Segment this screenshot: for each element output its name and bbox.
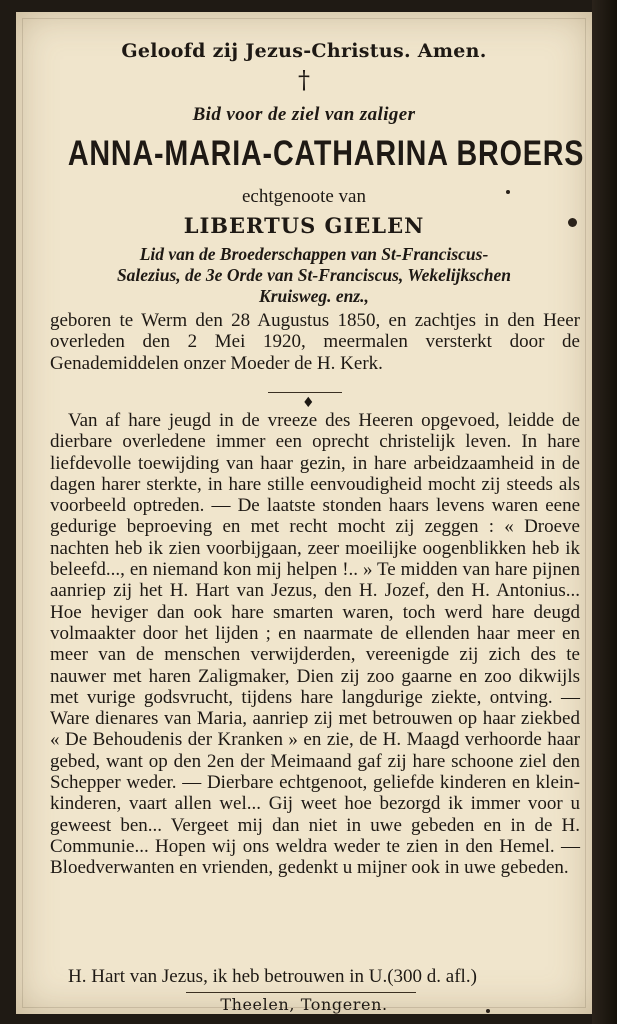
membership-line-1: Lid van de Broederschappen van St-Franciscus- bbox=[139, 244, 489, 264]
spouse-name: LIBERTUS GIELEN bbox=[183, 213, 425, 238]
bottom-rule bbox=[186, 992, 416, 993]
closing-prayer: H. Hart van Jezus, ik heb betrouwen in U.(300 d. afl.) bbox=[68, 966, 477, 987]
ink-speck bbox=[506, 190, 510, 194]
spouse-intro: echtgenoote van bbox=[242, 186, 366, 207]
printer-imprint: Theelen, Tongeren. bbox=[220, 995, 388, 1014]
membership-line-3: Kruisweg. enz., bbox=[259, 286, 369, 306]
memorial-card bbox=[16, 12, 592, 1014]
divider bbox=[268, 392, 342, 393]
deceased-name: ANNA-MARIA-CATHARINA BROERS bbox=[67, 134, 585, 173]
ink-speck bbox=[486, 1009, 490, 1013]
divider-ornament-icon: ♦ bbox=[302, 395, 315, 411]
heading: Geloofd zij Jezus-Christus. Amen. bbox=[121, 40, 487, 62]
birth-death-paragraph: geboren te Werm den 28 Augustus 1850, en zachtjes in den Heer overleden den 2 Mei 1920, meermalen versterkt door de Genademiddelen onzer Moeder de H. Kerk. bbox=[50, 310, 580, 374]
cross-icon: † bbox=[298, 66, 310, 94]
membership-line-2: Salezius, de 3e Orde van St-Franciscus, Wekelijkschen bbox=[116, 265, 512, 285]
prayer-line: Bid voor de ziel van zaliger bbox=[192, 104, 416, 125]
body-paragraph: Van af hare jeugd in de vreeze des Heeren opgevoed, leidde de dierbare overledene immer een oprecht christelijk leven. In hare liefdevolle toewijding van haar gezin, in hare arbeidzaamheid in de dagen harer sterkte, in hare stille eenvoudigheid mocht zij steeds als voorbeeld optreden. — De laatste stonden haars levens waren eene gedurige beproeving en met recht mocht zij zeggen : « Droeve nachten heb ik zien voorbijgaan, zeer moeilijke oogenblikken heb ik beleefd..., en niemand kon mij helpen !.. » Te midden van hare pijnen aanriep zij het H. Hart van Jezus, den H. Jozef, den H. Antonius... Hoe heviger dan ook hare smarten waren, toch werd hare deugd volmaakter door het lijden ; en naarmate de ellenden haar meer en meer van de menschen verwijderden, vereenigde zij zich des te nauwer met haren Zaligmaker, Dien zij zoo gaarne en zoo dikwijls met vurige godsvrucht, tijdens hare langdurige ziekte, ontving. — Ware dienares van Maria, aanriep zij met betrouwen op haar ziekbed « De Behoudenis der Kranken » en zie, de H. Maagd verhoorde haar gebed, want op den 2en der Meimaand gaf zij hare schoone ziel den Schepper weder. — Dierbare echtgenoot, geliefde kinderen en klein-kinderen, vaart allen wel... Gij weet hoe bezorgd ik immer voor u geweest ben... Vergeet mij dan niet in uwe gebeden en in de H. Communie... Hopen wij ons weldra weder te zien in den Hemel. — Bloedverwanten en vrienden, gedenkt u mijner ook in uwe gebeden. bbox=[50, 410, 580, 879]
ink-speck bbox=[568, 218, 577, 227]
card-frame-edge bbox=[592, 0, 617, 1024]
